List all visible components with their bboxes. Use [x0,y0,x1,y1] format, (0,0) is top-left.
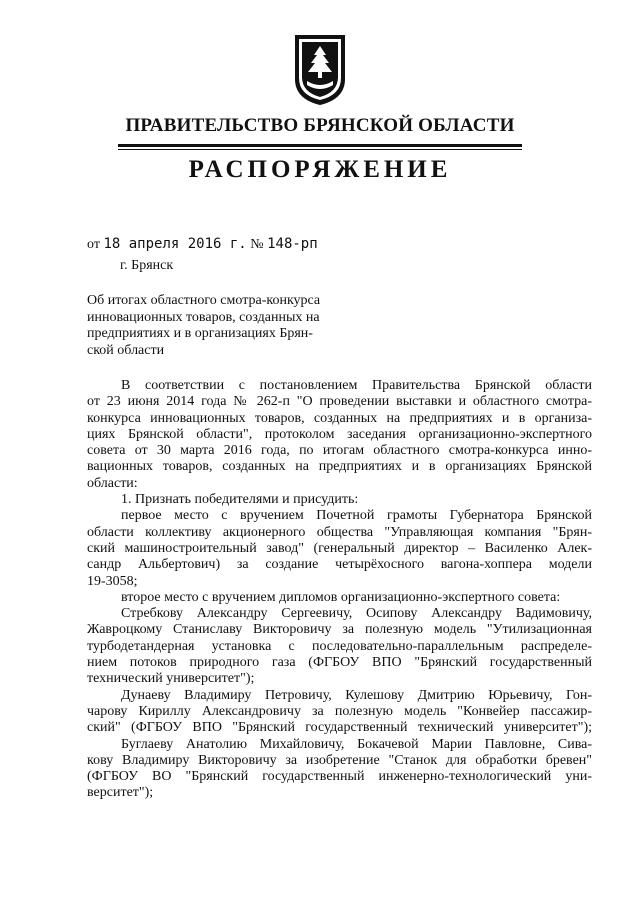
body-line: Дунаеву Владимиру Петровичу, Кулешову Дмитрию Юрьевичу, Гон- [121,687,592,703]
body-line: второе место с вручением дипломов организационно-экспертного совета: [121,589,561,605]
subject-line: ской области [87,342,165,358]
org-title: ПРАВИТЕЛЬСТВО БРЯНСКОЙ ОБЛАСТИ [125,115,515,136]
body-line: 1. Признать победителями и присудить: [121,492,359,508]
document-number: 148-рп [267,236,318,252]
date-line [87,236,318,253]
body-text [87,378,592,802]
subject-line: предприятиях и в организациях Брян- [87,326,313,341]
body-line: ский машиностроительный завод" (генеральный директор – Василенко Алек- [87,540,592,556]
body-line: Жавроцкому Станиславу Викторовичу за полезную модель "Утилизационная [87,622,592,638]
body-line: области коллективу акционерного общества "Управляющая компания "Брян- [87,524,592,540]
bryansk-coat-of-arms-icon [293,33,347,107]
body-line: технический университет"); [87,671,255,687]
body-line: 19-3058; [87,573,138,589]
body-line: чарову Кириллу Александровичу за полезную модель "Конвейер пассажир- [87,703,592,719]
header-divider-thick [118,144,522,147]
body-line: Стребкову Александру Сергеевичу, Осипову Александру Вадимовичу, [121,606,592,622]
document-date: 18 апреля 2016 г. [103,236,247,252]
body-line: В соответствии с постановлением Правительства Брянской области [121,378,592,393]
from-label: от [87,237,100,252]
doc-type-title: РАСПОРЯЖЕНИЕ [188,156,452,183]
body-line: верситет"); [87,785,154,801]
body-line: Буглаеву Анатолию Михайловичу, Бокачевой Марии Павловне, Сива- [121,736,592,752]
city: г. Брянск [120,258,174,273]
header-divider-thin [118,149,522,150]
body-line: совета от 30 марта 2016 года, по итогам областного смотра-конкурса инно- [87,443,592,459]
body-line: кову Владимиру Викторовичу за изобретение "Станок для обработки бревен" [87,752,592,768]
subject-line: Об итогах областного смотра-конкурса [87,293,321,308]
body-line: нием потоков природного газа (ФГБОУ ВПО "Брянский государственный [87,655,592,671]
body-line: вационных товаров, созданных на предприятиях и в организациях Брянской [87,459,592,475]
body-line: от 23 июня 2014 года № 262-п "О проведении выставки и областного смотра- [87,394,592,410]
body-line: области: [87,475,138,491]
body-line: первое место с вручением Почетной грамоты Губернатора Брянской [121,508,592,524]
body-line: (ФГБОУ ВО "Брянский государственный инженерно-технологический уни- [87,769,592,785]
number-label: № [250,237,264,252]
body-line: турбодетандерная установка с последовательно-параллельным распределе- [87,638,592,654]
subject-line: инновационных товаров, созданных на [87,309,320,325]
body-line: циях Брянской области", протоколом заседания организационно-экспертного [87,426,592,442]
body-line: сандр Альбертович) за создание четырёхосного вагона-хоппера модели [87,557,592,573]
subject-block [87,293,347,359]
body-line: конкурса инновационных товаров, созданных на предприятиях и в организа- [87,410,592,426]
body-line: ский" (ФГБОУ ВПО "Брянский государственный технический университет"); [87,720,592,736]
